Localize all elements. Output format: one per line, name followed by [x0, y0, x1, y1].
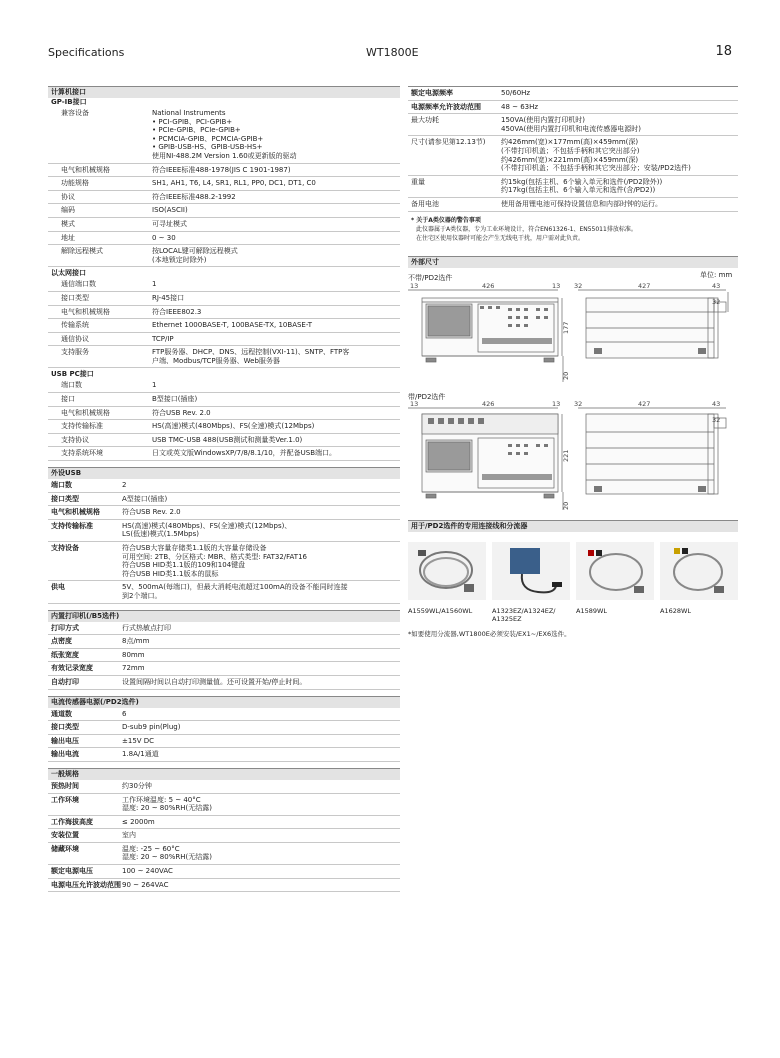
spec-value: 72mm [122, 664, 145, 673]
section-title: 内置打印机(/B5选件) [48, 610, 400, 622]
ethernet-table [48, 278, 400, 368]
spec-value: 48 ~ 63Hz [501, 102, 539, 111]
dim-13: 13 [552, 400, 561, 408]
spec-row [48, 843, 400, 865]
spec-row [408, 114, 738, 136]
spec-key: 通信协议 [61, 334, 89, 343]
spec-key: 兼容设备 [61, 109, 89, 117]
section-title: 电流传感器电源(/PD2选件) [48, 696, 400, 708]
dim-43: 43 [712, 400, 721, 408]
general-table [48, 780, 400, 892]
power-spec-table [408, 86, 738, 212]
section-title: 外设USB [48, 467, 400, 479]
spec-row [48, 676, 400, 690]
spec-value: 约15kg(包括主机、6个输入单元和选件(/PD2除外)) 约17kg(包括主机、6个输入单元和选件(含/PD2)) [501, 177, 663, 195]
ext-usb-table [48, 479, 400, 604]
spec-value: National Instruments • PCI-GPIB、PCI-GPIB+ • PCIe-GPIB、PCIe-GPIB+ • PCMCIA-GPIB、PCMCIA-GPIB+ • GPIB-USB-HS、GPIB-USB-HS+ 使用NI-488.2M Version 1.60或更新版的驱动 [152, 109, 297, 160]
spec-value: 符合IEEE802.3 [152, 307, 202, 316]
spec-key: 点密度 [51, 637, 72, 646]
gpib-table [48, 107, 400, 267]
spec-key: 支持传输标准 [61, 422, 103, 431]
spec-key: 预热时间 [51, 781, 79, 790]
sensor-power-table [48, 708, 400, 762]
header-left: Specifications [48, 46, 125, 59]
spec-row [408, 101, 738, 115]
spec-key: 重量 [411, 177, 425, 186]
spec-key: 解除远程模式 [61, 247, 103, 256]
spec-key: 输出电压 [51, 736, 79, 745]
spec-key: 尺寸(请参见第12.13节) [411, 138, 486, 147]
spec-key: 最大功耗 [411, 116, 439, 125]
spec-value: 符合IEEE标准488.2-1992 [152, 192, 236, 201]
spec-row [48, 420, 400, 434]
dim-32: 32 [574, 400, 583, 408]
spec-key: 接口 [61, 395, 75, 404]
spec-value: SH1, AH1, T6, L4, SR1, RL1, PP0, DC1, DT1, C0 [152, 179, 316, 188]
spec-row [48, 479, 400, 493]
dim-label-no-pd2: 不带/PD2选件 [408, 274, 453, 282]
spec-value: 设置间隔时间以自动打印测量值。还可设置开始/停止时间。 [122, 677, 307, 686]
dim-20: 20 [562, 501, 570, 510]
spec-row [408, 87, 738, 101]
dim-label-with-pd2: 带/PD2选件 [408, 393, 446, 401]
spec-row [48, 447, 400, 461]
spec-key: 打印方式 [51, 623, 79, 632]
spec-value: B型接口(插座) [152, 395, 198, 404]
spec-key: 自动打印 [51, 677, 79, 686]
spec-key: 接口类型 [51, 494, 79, 503]
spec-row [48, 816, 400, 830]
cable-caption: A1323EZ/A1324EZ/ A1325EZ [492, 607, 556, 623]
warning-line: 在住宅区使用仪器时可能会产生无线电干扰，用户需对此负责。 [416, 234, 585, 242]
dim-427: 427 [638, 400, 651, 408]
section-title: 用于/PD2选件的专用连接线和分流器 [408, 520, 738, 532]
spec-key: 额定电源电压 [51, 867, 93, 876]
spec-row [48, 204, 400, 218]
spec-row [48, 879, 400, 893]
spec-row [48, 748, 400, 762]
dim-32: 32 [712, 416, 721, 424]
spec-row [48, 107, 400, 164]
cable-caption: A1589WL [576, 607, 608, 615]
spec-value: 80mm [122, 650, 145, 659]
spec-value: 90 ~ 264VAC [122, 880, 169, 889]
spec-value: 0 ~ 30 [152, 233, 176, 242]
section-title: 一般规格 [48, 768, 400, 780]
spec-value: 行式热敏点打印 [122, 623, 171, 632]
cable-coil-image [408, 542, 486, 600]
dimensions-section [408, 256, 738, 268]
spec-row [48, 542, 400, 581]
page-number: 18 [715, 44, 732, 59]
spec-value: ISO(ASCII) [152, 206, 188, 215]
spec-value: 室内 [122, 831, 136, 840]
spec-row [48, 407, 400, 421]
spec-value: 符合USB Rev. 2.0 [122, 508, 181, 517]
dim-427: 427 [638, 282, 651, 290]
spec-value: Ethernet 1000BASE-T, 100BASE-TX, 10BASE-T [152, 321, 313, 330]
spec-key: 工作环境 [51, 795, 79, 804]
spec-key: 支持系统环境 [61, 449, 103, 458]
spec-value: 5V、500mA(每端口)，但最大消耗电流超过100mA的设备不能同时连接 到2个端口。 [122, 583, 348, 600]
cable-caption: A1559WL/A1560WL [408, 607, 473, 615]
spec-key: 通信端口数 [61, 280, 96, 289]
spec-value: RJ-45接口 [152, 293, 185, 302]
spec-row [48, 721, 400, 735]
spec-value: 100 ~ 240VAC [122, 867, 173, 876]
spec-row [48, 319, 400, 333]
spec-value: A型接口(插座) [122, 494, 168, 503]
spec-key: 端口数 [51, 481, 72, 490]
spec-value: HS(高速)模式(480Mbps)、FS(全速)模式(12Mbps)、 LS(低速)模式(1.5Mbps) [122, 521, 292, 539]
spec-key: 模式 [61, 219, 75, 228]
spec-value: 约426mm(宽)×177mm(高)×459mm(深) (不带打印机盖；不包括手柄和其它突出部分) 约426mm(宽)×221mm(高)×459mm(深) (不带打印机盖；不包括手柄和其它突出部分；安装/PD2选件) [501, 138, 691, 173]
left-column [48, 86, 400, 892]
spec-row [48, 379, 400, 393]
spec-key: 电气和机械规格 [61, 165, 110, 174]
spec-value: 使用备用锂电池可保持设置信息和内部时钟的运行。 [501, 199, 662, 208]
spec-value: 1 [152, 381, 157, 390]
spec-value: 1.8A/1通道 [122, 750, 159, 759]
spec-key: 储藏环境 [51, 844, 79, 853]
spec-row [48, 393, 400, 407]
spec-row [48, 278, 400, 292]
subsection-title: GP-IB接口 [51, 98, 87, 106]
spec-row [408, 136, 738, 175]
spec-value: D-sub9 pin(Plug) [122, 723, 181, 732]
dim-32: 32 [574, 282, 583, 290]
spec-row [48, 635, 400, 649]
spec-row [48, 829, 400, 843]
dim-426: 426 [482, 282, 495, 290]
dim-426: 426 [482, 400, 495, 408]
spec-key: 有效记录宽度 [51, 664, 93, 673]
spec-value: 1 [152, 280, 157, 289]
spec-key: 编码 [61, 206, 75, 215]
spec-value: FTP服务器、DHCP、DNS、远程控制(VXI-11)、SNTP、FTP客 户端、Modbus/TCP服务器、Web服务器 [152, 348, 350, 365]
spec-key: 支持服务 [61, 348, 89, 357]
unit-label: 单位: mm [700, 271, 733, 279]
spec-row [48, 780, 400, 794]
spec-row [48, 506, 400, 520]
spec-row [48, 794, 400, 816]
right-column [408, 86, 738, 243]
warning-line: 此仪器属于A类仪器，专为工业环境设计，符合EN61326-1、EN55011排放标准。 [416, 225, 637, 233]
spec-row [48, 649, 400, 663]
spec-row [48, 292, 400, 306]
dim-13: 13 [552, 282, 561, 290]
spec-key: 功能规格 [61, 179, 89, 188]
spec-row [48, 177, 400, 191]
spec-row [48, 735, 400, 749]
spec-row [48, 708, 400, 722]
spec-key: 供电 [51, 583, 65, 592]
header-model: WT1800E [366, 46, 419, 59]
spec-row [48, 622, 400, 636]
spec-row [48, 164, 400, 178]
printer-table [48, 622, 400, 690]
spec-value: 150VA(使用内置打印机时) 450VA(使用内置打印机和电流传感器电源时) [501, 116, 641, 133]
spec-key: 接口类型 [51, 723, 79, 732]
shunt-image [492, 542, 570, 600]
dim-13: 13 [410, 400, 419, 408]
spec-row [408, 176, 738, 198]
spec-row [48, 191, 400, 205]
spec-key: 备用电池 [411, 199, 439, 208]
spec-row [48, 245, 400, 267]
dim-43: 43 [712, 282, 721, 290]
section-title: 计算机接口 [48, 86, 400, 98]
subsection-title: USB PC接口 [51, 370, 94, 379]
spec-key: 电气和机械规格 [51, 508, 100, 517]
dim-20: 20 [562, 371, 570, 380]
spec-key: 电源电压允许波动范围 [51, 880, 121, 889]
cable-caption: A1628WL [660, 607, 692, 615]
spec-value: 约30分钟 [122, 781, 152, 790]
spec-value: TCP/IP [152, 334, 174, 343]
spec-key: 接口类型 [61, 293, 89, 302]
spec-row [48, 865, 400, 879]
spec-value: 工作环境温度: 5 ~ 40°C 湿度: 20 ~ 80%RH(无结露) [122, 795, 212, 813]
section-title: 外部尺寸 [408, 256, 738, 268]
spec-row [408, 198, 738, 212]
spec-key: 端口数 [61, 381, 82, 390]
spec-key: 协议 [61, 192, 75, 201]
spec-value: 2 [122, 481, 127, 490]
spec-value: 符合USB大容量存储类1.1版的大容量存储设备 可用空间: 2TB、分区格式: MBR、格式类型: FAT32/FAT16 符合USB HID类1.1版的109和104键盘 符合USB HID类1.1版本的鼠标 [122, 544, 307, 578]
spec-value: 50/60Hz [501, 89, 531, 97]
spec-row [48, 232, 400, 246]
spec-key: 通道数 [51, 709, 72, 718]
spec-value: 8点/mm [122, 637, 150, 646]
spec-key: 支持设备 [51, 544, 79, 552]
spec-key: 电源频率允许波动范围 [411, 102, 481, 111]
spec-key: 安装位置 [51, 831, 79, 840]
dim-13: 13 [410, 282, 419, 290]
page-header [48, 44, 732, 62]
dim-32: 32 [712, 298, 721, 306]
spec-value: 符合USB Rev. 2.0 [152, 408, 211, 417]
spec-row [48, 520, 400, 542]
spec-row [48, 493, 400, 507]
front-side-drawing-2 [408, 400, 738, 512]
dim-221: 221 [562, 449, 570, 462]
spec-row [48, 306, 400, 320]
spec-value: 按LOCAL键可解除远程模式 (本地锁定时除外) [152, 247, 238, 264]
spec-value: 可寻址模式 [152, 219, 187, 228]
spec-key: 支持协议 [61, 435, 89, 444]
cable-coil-image [660, 542, 738, 600]
spec-key: 电气和机械规格 [61, 408, 110, 417]
spec-row [48, 662, 400, 676]
spec-value: 6 [122, 709, 127, 718]
cables-section [408, 520, 738, 532]
cable-photos [408, 542, 738, 602]
spec-key: 传输系统 [61, 321, 89, 330]
spec-key: 额定电源频率 [411, 89, 453, 97]
spec-value: USB TMC-USB 488(USB测试和测量类Ver.1.0) [152, 435, 303, 444]
spec-key: 输出电流 [51, 750, 79, 759]
spec-row [48, 346, 400, 368]
cables-note: *如要使用分流器,WT1800E必须安装/EX1~/EX6选件。 [408, 630, 571, 638]
usbpc-table [48, 379, 400, 461]
warning-title: * 关于A类仪器的警告事项 [411, 216, 481, 224]
front-side-drawing-1 [408, 282, 738, 384]
spec-key: 工作海拔高度 [51, 817, 93, 826]
dim-177: 177 [562, 321, 570, 334]
spec-value: ≤ 2000m [122, 817, 155, 826]
spec-key: 纸张宽度 [51, 650, 79, 659]
spec-value: HS(高速)模式(480Mbps)、FS(全速)模式(12Mbps) [152, 422, 315, 431]
subsection-title: 以太网接口 [51, 269, 86, 278]
spec-row [48, 581, 400, 603]
spec-row [48, 218, 400, 232]
cable-coil-image [576, 542, 654, 600]
spec-key: 支持传输标准 [51, 521, 93, 530]
spec-row [48, 434, 400, 448]
spec-value: 温度: -25 ~ 60°C 湿度: 20 ~ 80%RH(无结露) [122, 844, 212, 862]
spec-row [48, 333, 400, 347]
spec-key: 地址 [61, 233, 75, 242]
spec-value: ±15V DC [122, 736, 155, 745]
spec-value: 日文或英文版WindowsXP/7/8/8.1/10，并配备USB端口。 [152, 449, 337, 458]
spec-value: 符合IEEE标准488-1978(JIS C 1901-1987) [152, 165, 291, 174]
spec-key: 电气和机械规格 [61, 307, 110, 316]
